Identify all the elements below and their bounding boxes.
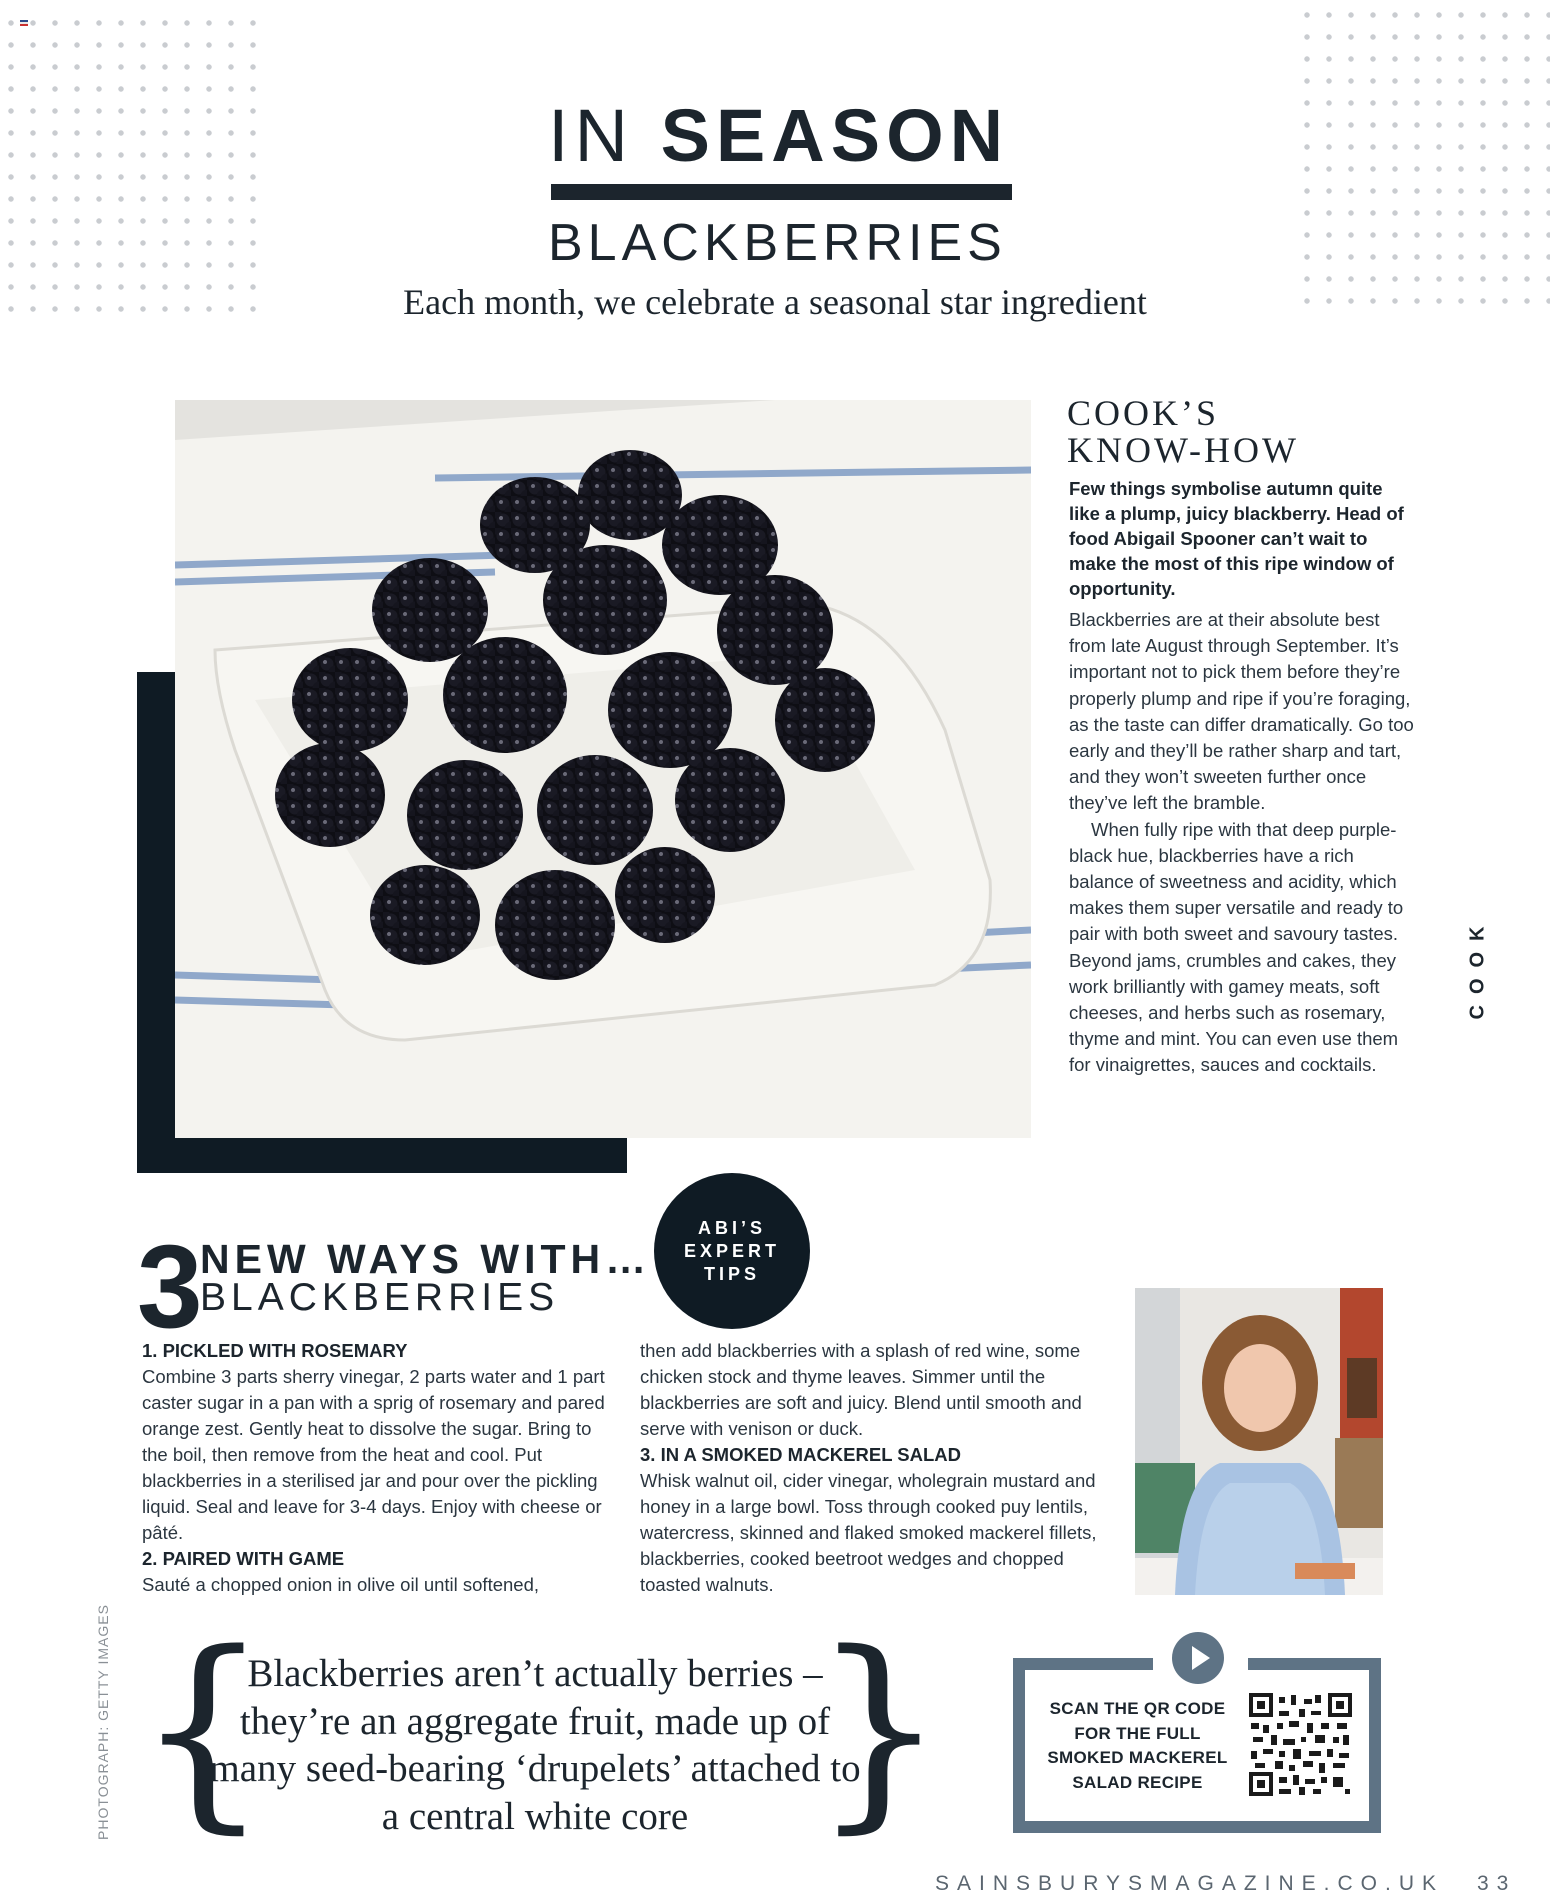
- standfirst: Each month, we celebrate a seasonal star ingredient: [403, 282, 1147, 322]
- way-2-text-end: then add blackberries with a splash of red wine, some chicken stock and thyme leaves. Simmer until the blackberries are soft and juicy. Blend until smooth and serve with venison or duck.: [640, 1340, 1082, 1439]
- know-how-paragraph-2: When fully ripe with that deep purple-black hue, blackberries have a rich balance of sweetness and acidity, which makes them super versatile and ready to pair with both sweet and savoury tastes. Beyond jams, crumbles and cakes, they work brilliantly with gamey meats, soft cheeses, and herbs such as rosemary, thyme and mint. You can even use them for vinaigrettes, sauces and cocktails.: [1069, 818, 1404, 1076]
- know-how-title: [1067, 395, 1397, 469]
- title-bold: SEASON: [660, 94, 1010, 177]
- way-1-text: Combine 3 parts sherry vinegar, 2 parts water and 1 part caster sugar in a pan with a sprig of rosemary and pared orange zest. Gently heat to dissolve the sugar. Bring to the boil, then remove from the heat and cool. Put blackberries in a sterilised jar and pour over the pickling liquid. Seal and leave for 3-4 days. Enjoy with cheese or pâté.: [142, 1366, 605, 1543]
- way-1-heading: 1. PICKLED WITH ROSEMARY: [142, 1340, 408, 1361]
- know-how-body: [1069, 607, 1414, 1079]
- dot-pattern-left: [0, 12, 270, 324]
- dot-pattern-right: [1296, 4, 1550, 314]
- section-label: [1465, 915, 1491, 1020]
- know-how-intro: Few things symbolise autumn quite like a plump, juicy blackberry. Head of food Abigail Spooner can’t wait to make the most of this ripe window of opportunity.: [1069, 478, 1404, 599]
- ways-subheading: BLACKBERRIES: [200, 1276, 560, 1319]
- expert-tips-badge: [654, 1173, 810, 1329]
- abigail-spooner-photo: [1135, 1288, 1383, 1595]
- way-2-heading: 2. PAIRED WITH GAME: [142, 1548, 345, 1569]
- quote-brace-left: {: [136, 1607, 270, 1852]
- way-3-text: Whisk walnut oil, cider vinegar, wholegrain mustard and honey in a large bowl. Toss through cooked puy lentils, watercress, skinned and flaked smoked mackerel fillets, blackberries, cooked beetroot wedges and chopped toasted walnuts.: [640, 1470, 1097, 1595]
- play-icon: [1172, 1632, 1224, 1684]
- pull-quote: Blackberries aren’t actually berries – they’re an aggregate fruit, made up of many seed-bearing ‘drupelets’ attached to a central white core: [209, 1652, 861, 1838]
- ways-column-right: [640, 1338, 1120, 1598]
- qr-frame-left: [1013, 1658, 1025, 1833]
- title-light: IN: [548, 94, 634, 177]
- flag-icon: [20, 20, 28, 26]
- ways-heading: NEW WAYS WITH…: [200, 1236, 652, 1282]
- ways-number: 3: [137, 1221, 203, 1353]
- expert-tips-text: ABI’S EXPERT TIPS: [683, 1217, 781, 1284]
- qr-frame-bottom: [1013, 1821, 1381, 1833]
- know-how-title-line1: COOK’S: [1067, 393, 1220, 433]
- section-label-text: COOK: [1466, 915, 1489, 1020]
- way-3-heading: 3. IN A SMOKED MACKEREL SALAD: [640, 1444, 962, 1465]
- qr-frame-top-left: [1013, 1658, 1153, 1670]
- qr-code[interactable]: [1249, 1693, 1352, 1796]
- photo-credit: [92, 1605, 114, 1845]
- subject-heading: BLACKBERRIES: [548, 214, 1007, 272]
- blackberries-photo: [175, 400, 1031, 1138]
- photo-credit-text: PHOTOGRAPH: GETTY IMAGES: [95, 1604, 111, 1840]
- know-how-title-line2: KNOW-HOW: [1067, 430, 1299, 470]
- quote-brace-right: }: [812, 1607, 946, 1852]
- qr-instruction: SCAN THE QR CODE FOR THE FULL SMOKED MACKEREL SALAD RECIPE: [1047, 1699, 1228, 1792]
- page-title: [548, 96, 1018, 176]
- footer-url[interactable]: SAINSBURYSMAGAZINE.CO.UK: [935, 1872, 1445, 1895]
- qr-frame-top-right: [1248, 1658, 1381, 1670]
- way-2-text-start: Sauté a chopped onion in olive oil until softened,: [142, 1574, 540, 1595]
- ways-column-left: [142, 1338, 612, 1598]
- know-how-paragraph-1: Blackberries are at their absolute best from late August through September. It’s important not to pick them before they’re properly plump and ripe if you’re foraging, as the taste can differ dramatically. Go too early and they’ll be rather sharp and tart, and they won’t sweeten further once they’ve left the bramble.: [1069, 609, 1414, 814]
- page-number: 33: [1477, 1872, 1517, 1895]
- title-rule: [551, 184, 1012, 200]
- qr-frame-right: [1369, 1658, 1381, 1833]
